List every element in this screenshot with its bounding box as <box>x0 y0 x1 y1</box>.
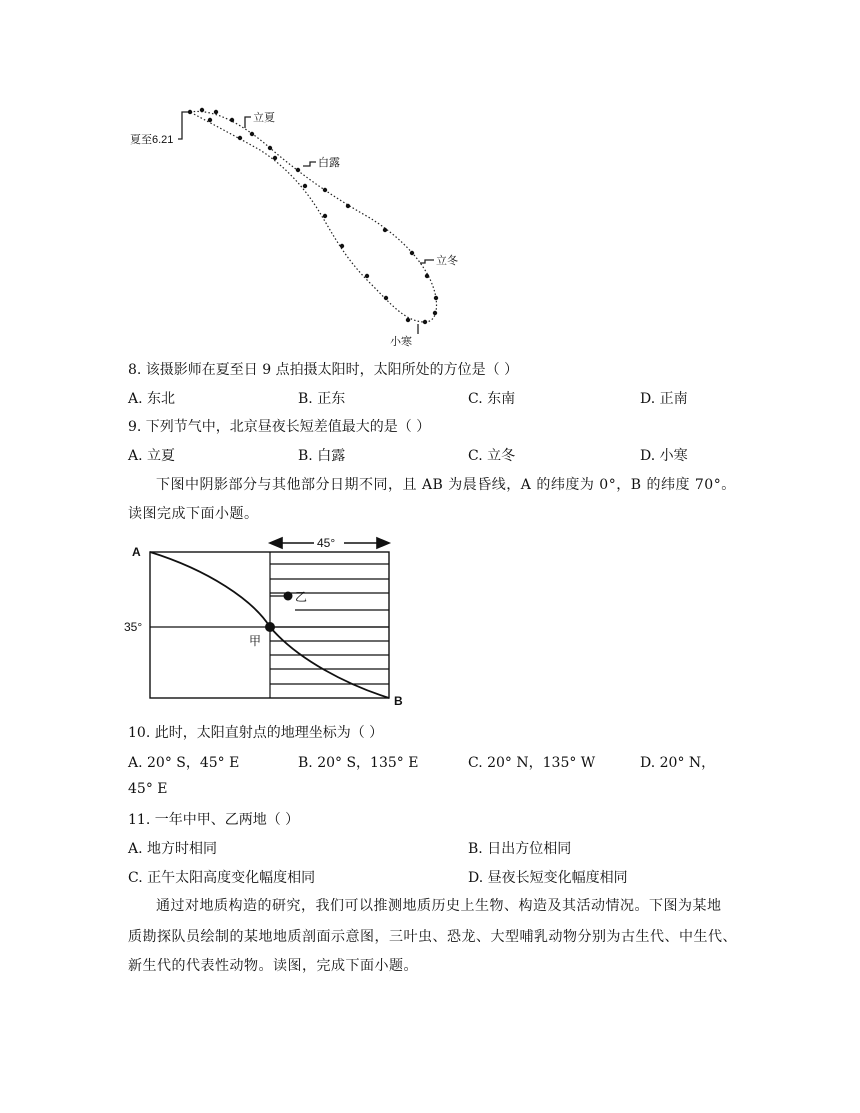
shaded-area-lines <box>270 552 389 698</box>
q10-stem: 10. 此时，太阳直射点的地理坐标为（ ） <box>128 725 384 741</box>
q10-option-d[interactable]: D. 20° N， <box>640 755 716 771</box>
intro2-line2: 读图完成下面小题。 <box>128 506 259 522</box>
q10-option-c[interactable]: C. 20° N，135° W <box>468 755 596 771</box>
point-jia <box>265 622 275 632</box>
q11-option-c[interactable]: C. 正午太阳高度变化幅度相同 <box>128 870 316 886</box>
q8-option-a[interactable]: A. 东北 <box>128 391 176 407</box>
q11-option-b[interactable]: B. 日出方位相同 <box>468 841 572 857</box>
q8-stem: 8. 该摄影师在夏至日 9 点拍摄太阳时，太阳所处的方位是（ ） <box>128 362 519 378</box>
label-yi: 乙 <box>295 590 308 604</box>
intro3-line1: 通过对地质构造的研究，我们可以推测地质历史上生物、构造及其活动情况。下图为某地 <box>156 898 722 914</box>
q11-option-d[interactable]: D. 昼夜长短变化幅度相同 <box>468 870 628 886</box>
terminator-figure <box>118 530 418 710</box>
intro3-line3: 新生代的代表性动物。读图，完成下面小题。 <box>128 958 418 974</box>
analemma-figure <box>120 98 500 353</box>
q10-option-a[interactable]: A. 20° S，45° E <box>128 755 240 771</box>
q8-option-b[interactable]: B. 正东 <box>298 391 346 407</box>
label-width: 45° <box>317 536 336 550</box>
q10-option-b[interactable]: B. 20° S，135° E <box>298 755 419 771</box>
q8-option-c[interactable]: C. 东南 <box>468 391 516 407</box>
q11-stem: 11. 一年中甲、乙两地（ ） <box>128 812 300 828</box>
q11-option-a[interactable]: A. 地方时相同 <box>128 841 218 857</box>
label-lidong: 立冬 <box>436 255 458 267</box>
label-lixia: 立夏 <box>253 112 275 124</box>
label-xiaohan: 小寒 <box>390 336 412 348</box>
label-jia: 甲 <box>249 634 262 648</box>
q10-option-d-cont: 45° E <box>128 781 168 797</box>
q9-option-c[interactable]: C. 立冬 <box>468 448 516 464</box>
label-a: A <box>132 545 141 559</box>
intro2-line1: 下图中阴影部分与其他部分日期不同，且 AB 为晨昏线，A 的纬度为 0°，B 的纬度 70°。 <box>156 477 736 493</box>
point-yi <box>284 592 293 601</box>
analemma-curve <box>190 111 437 322</box>
q9-option-a[interactable]: A. 立夏 <box>128 448 176 464</box>
label-bailu: 白露 <box>318 157 340 169</box>
label-summer-solstice: 夏至6.21 <box>130 134 174 146</box>
analemma-dots <box>188 108 438 324</box>
label-lat-35: 35° <box>124 620 143 634</box>
q9-stem: 9. 下列节气中，北京昼夜长短差值最大的是（ ） <box>128 419 431 435</box>
q9-option-d[interactable]: D. 小寒 <box>640 448 688 464</box>
q8-option-d[interactable]: D. 正南 <box>640 391 688 407</box>
intro3-line2: 质勘探队员绘制的某地地质剖面示意图，三叶虫、恐龙、大型哺乳动物分别为古生代、中生代、 <box>128 929 737 945</box>
q9-option-b[interactable]: B. 白露 <box>298 448 346 464</box>
label-b: B <box>394 694 403 708</box>
